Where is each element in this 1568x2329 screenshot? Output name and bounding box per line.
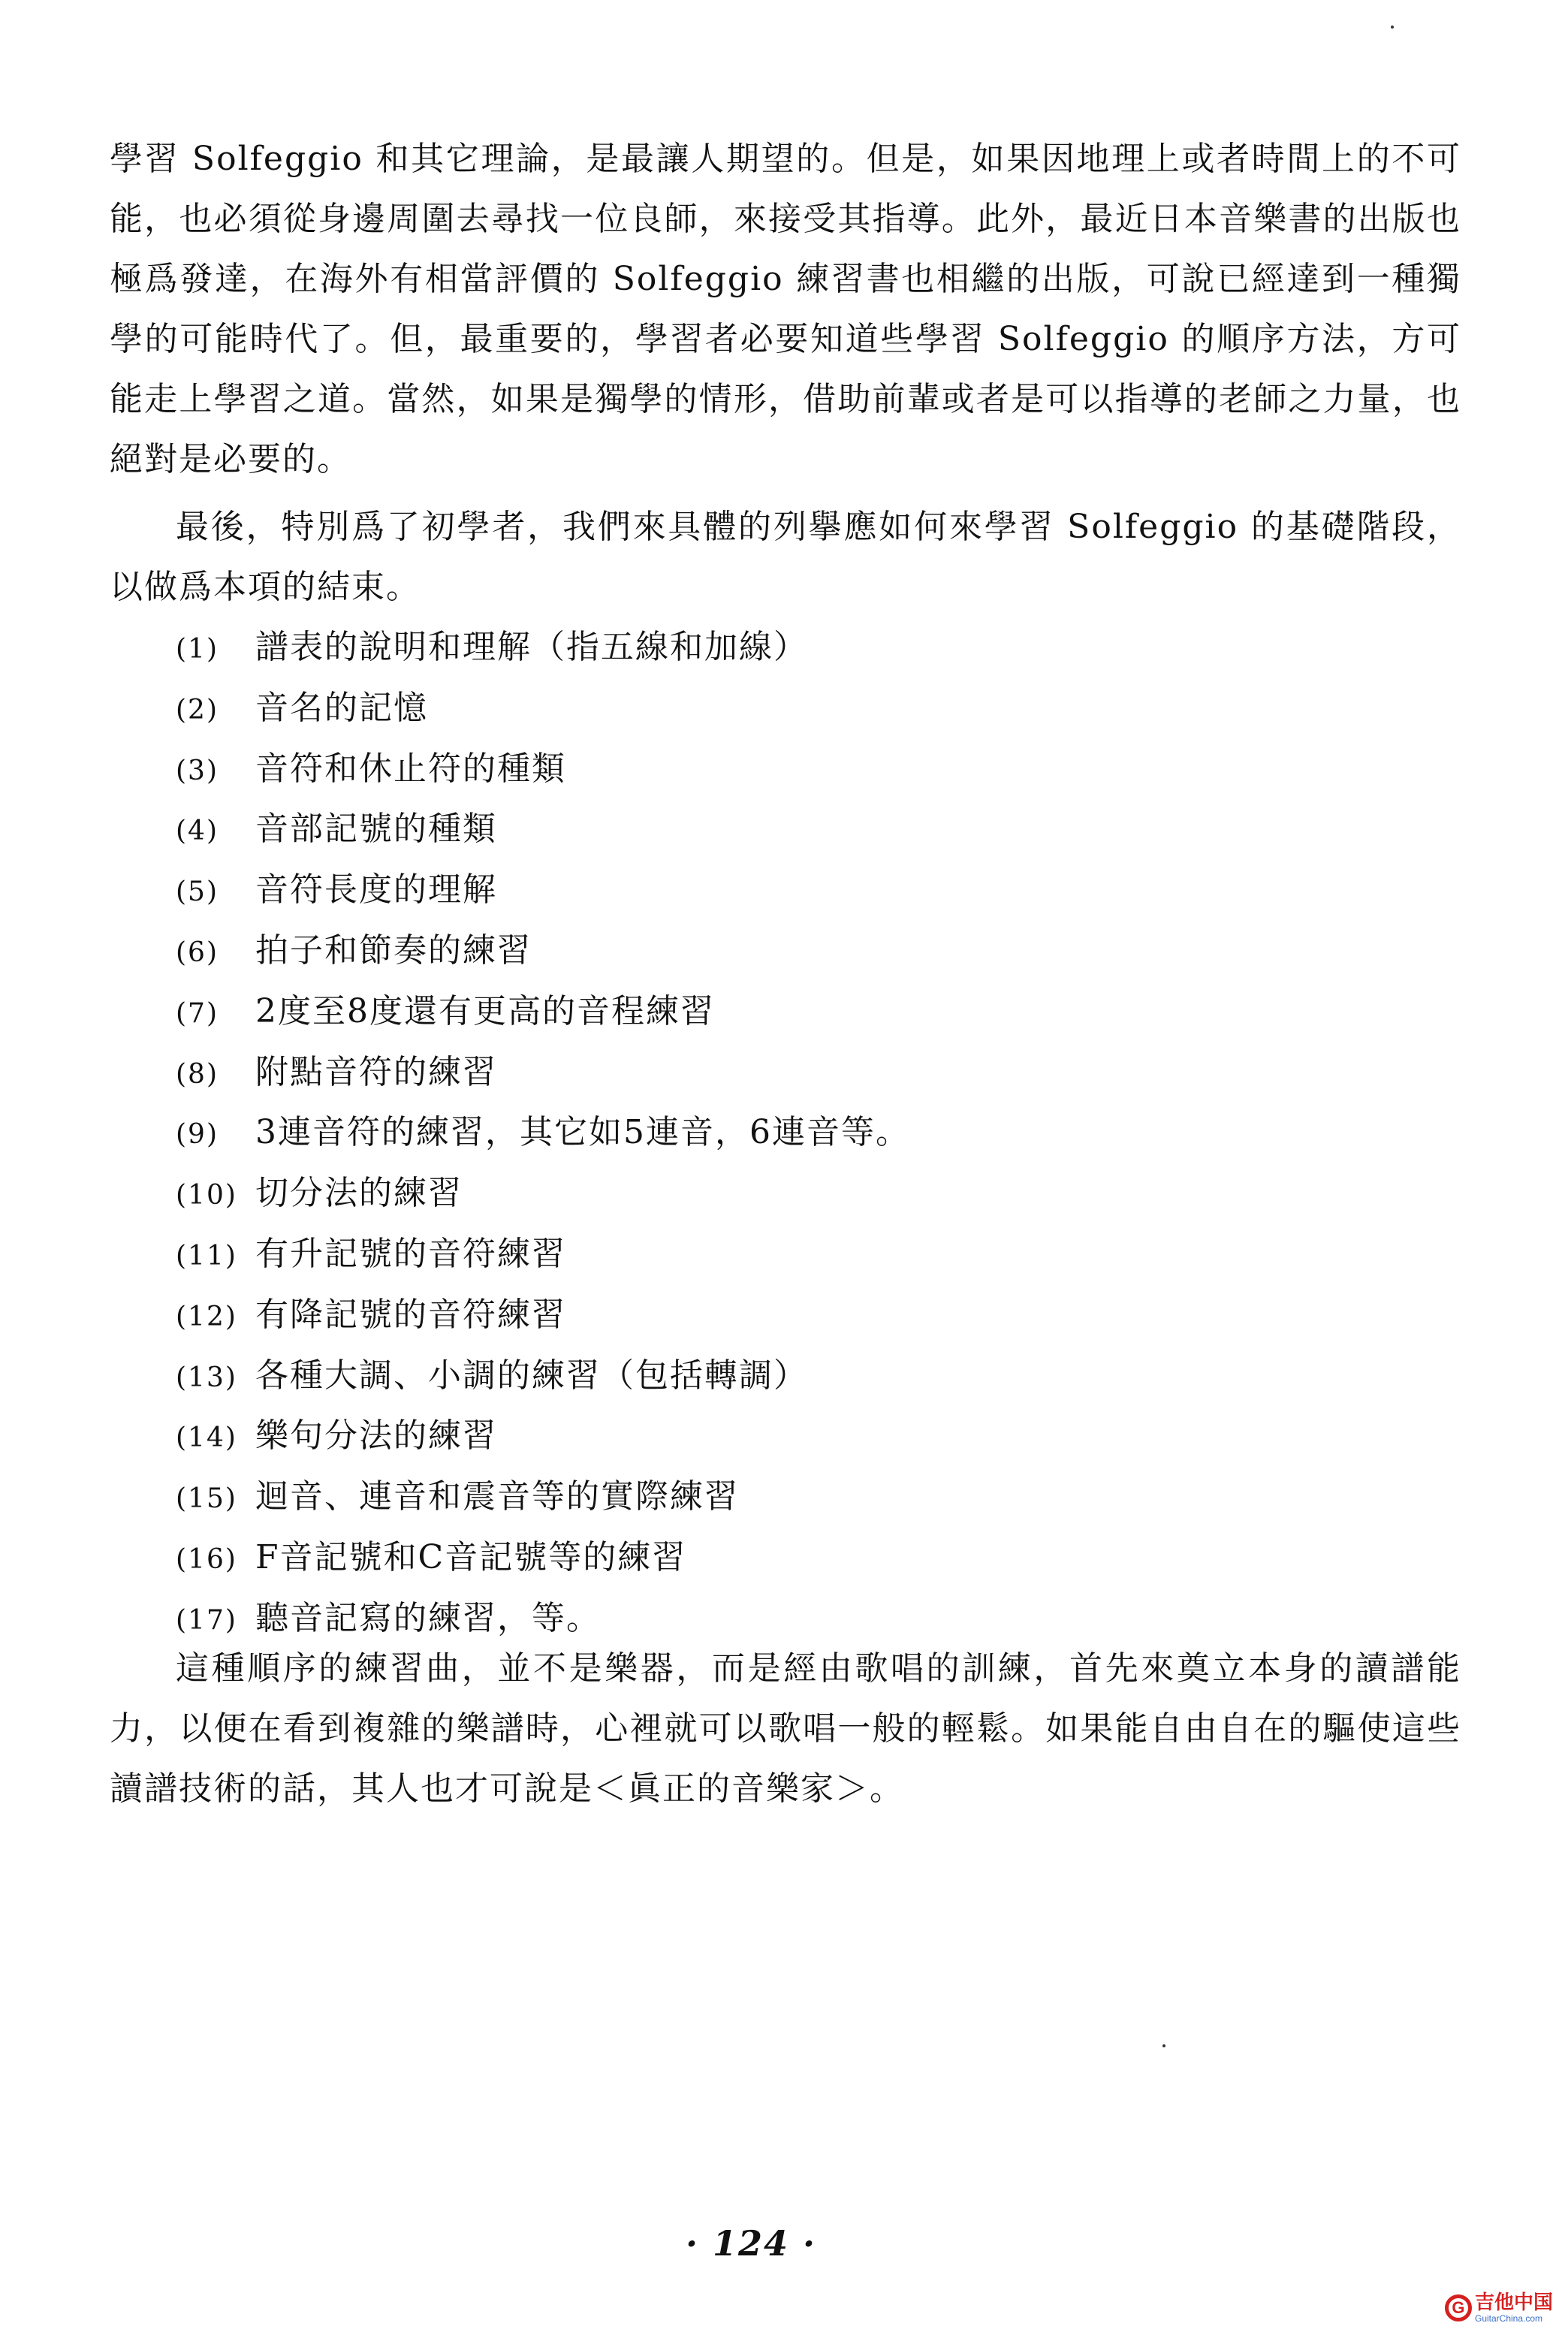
list-item-number: (13) xyxy=(176,1362,237,1393)
list-item-number: (5) xyxy=(176,876,219,908)
list-item xyxy=(176,799,910,860)
list-item xyxy=(176,1467,910,1528)
list-item-number: (8) xyxy=(176,1058,219,1090)
list-item-text: F音記號和C音記號等的練習 xyxy=(255,1537,687,1576)
list-item-number: (10) xyxy=(176,1180,237,1211)
list-item xyxy=(176,1346,910,1407)
study-order-list xyxy=(176,617,910,1649)
list-item-number: (16) xyxy=(176,1543,237,1575)
list-item-number: (11) xyxy=(176,1240,237,1272)
list-item xyxy=(176,1163,910,1224)
list-item-text: 音部記號的種類 xyxy=(255,810,497,849)
list-item xyxy=(176,617,910,678)
list-item-number: (1) xyxy=(176,634,219,665)
list-item-number: (17) xyxy=(176,1604,237,1636)
list-item-number: (9) xyxy=(176,1119,219,1151)
list-item xyxy=(176,1224,910,1285)
list-item-text: 音符和休止符的種類 xyxy=(255,749,566,788)
list-item-text: 聽音記寫的練習，等。 xyxy=(255,1598,601,1637)
list-item xyxy=(176,1042,910,1103)
paragraph-lead-in: 最後，特別爲了初學者，我們來具體的列擧應如何來學習 Solfeggio 的基礎階段，以做爲本項的結束。 xyxy=(110,508,1461,606)
list-item-number: (15) xyxy=(176,1483,237,1515)
list-item xyxy=(176,1103,910,1163)
list-item xyxy=(176,1285,910,1346)
list-item-text: 切分法的練習 xyxy=(255,1174,463,1213)
list-item-text: 音名的記憶 xyxy=(255,688,428,727)
list-item xyxy=(176,921,910,982)
list-item-number: (7) xyxy=(176,997,219,1029)
list-item-text: 有降記號的音符練習 xyxy=(255,1295,566,1334)
list-item-number: (14) xyxy=(176,1422,237,1454)
list-item xyxy=(176,860,910,921)
list-item-text: 3連音符的練習，其它如5連音，6連音等。 xyxy=(255,1113,910,1152)
list-item-text: 各種大調、小調的練習（包括轉調） xyxy=(255,1356,808,1395)
list-item-number: (3) xyxy=(176,755,219,786)
list-item xyxy=(176,1528,910,1588)
list-item-text: 音符長度的理解 xyxy=(255,870,497,910)
watermark xyxy=(1445,2292,1553,2324)
list-item-number: (4) xyxy=(176,816,219,847)
guitar-logo-icon: G xyxy=(1445,2294,1472,2321)
list-item-text: 迴音、連音和震音等的實際練習 xyxy=(255,1477,739,1516)
list-item-text: 2度至8度還有更高的音程練習 xyxy=(255,991,715,1030)
list-item-text: 樂句分法的練習 xyxy=(255,1416,497,1456)
list-item-text: 有升記號的音符練習 xyxy=(255,1234,566,1273)
watermark-cn: 吉他中国 xyxy=(1474,2291,1553,2314)
list-item xyxy=(176,739,910,800)
list-item-text: 拍子和節奏的練習 xyxy=(255,931,532,970)
list-item-number: (12) xyxy=(176,1301,237,1332)
scan-speck xyxy=(1391,26,1394,29)
paragraph-intro: 學習 Solfeggio 和其它理論，是最讓人期望的。但是，如果因地理上或者時間上的不可能，也必須從身邊周圍去尋找一位良師，來接受其指導。此外，最近日本音樂書的出版也極爲發達，在海外有相當評價的 Solfeggio 練習書也相繼的出版，可說已經達到一種獨學的可能時代了。但，最重要的，學習者必要知道些學習 Solfeggio 的順序方法，方可能走上學習之道。當然，如果是獨學的情形，借助前輩或者是可以指導的老師之力量，也絕對是必要的。 xyxy=(110,140,1461,478)
list-item-number: (2) xyxy=(176,694,219,726)
list-item xyxy=(176,678,910,739)
page-number: · 124 · xyxy=(685,2223,817,2264)
watermark-en: GuitarChina.com xyxy=(1474,2313,1543,2324)
list-item xyxy=(176,982,910,1042)
list-item-number: (6) xyxy=(176,937,219,968)
paragraph-conclusion: 這種順序的練習曲，並不是樂器，而是經由歌唱的訓練，首先來奠立本身的讀譜能力，以便在看到複雜的樂譜時，心裡就可以歌唱一般的輕鬆。如果能自由自在的驅使這些讀譜技術的話，其人也才可說是＜眞正的音樂家＞。 xyxy=(110,1649,1461,1808)
list-item-text: 附點音符的練習 xyxy=(255,1052,497,1091)
list-item-text: 譜表的說明和理解（指五線和加線） xyxy=(255,628,808,666)
scan-speck xyxy=(1162,2044,1165,2047)
list-item xyxy=(176,1406,910,1467)
